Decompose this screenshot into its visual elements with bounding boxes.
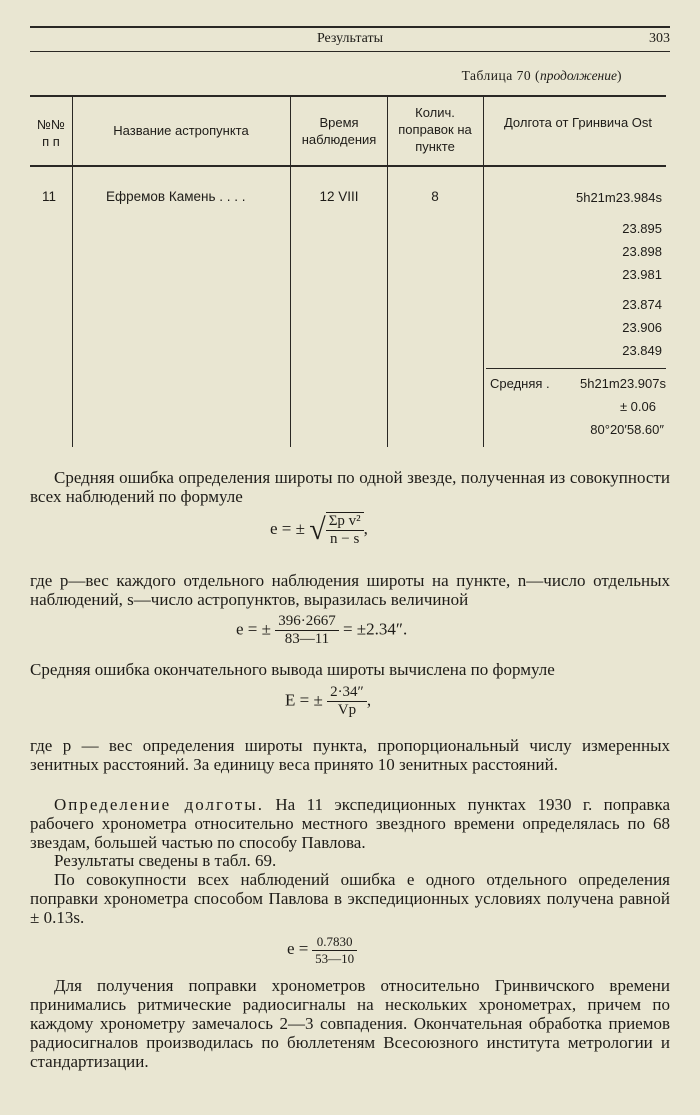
formula-2-lhs: e = ± <box>236 619 271 639</box>
row-name: Ефремов Камень . . . . <box>106 189 246 204</box>
col-header-longitude: Долгота от Гринвича Ost <box>503 115 653 130</box>
formula-1-den: n − s <box>330 531 360 547</box>
col-header-time: Время наблюдения <box>301 115 377 147</box>
formula-3-num: 2·34″ <box>327 684 367 702</box>
running-title: Результаты <box>316 31 384 46</box>
formula-4 <box>287 934 357 967</box>
formula-1: e = ± √ $\frac{\text{Σp v²}}{n - s}$ , <box>270 513 368 547</box>
col-divider-2 <box>290 97 291 447</box>
formula-2-rhs: = ±2.34″. <box>342 619 408 639</box>
col-divider-1 <box>72 97 73 447</box>
paragraph-5: Определение долготы. На 11 экспедиционных пунктах 1930 г. поправка рабочего хронометра относительно местного звездного времени определялась по 68 звездам, большей частью по способу Павлова. <box>30 795 670 852</box>
formula-2 <box>236 613 407 648</box>
row-corrections: 8 <box>431 189 439 204</box>
col-header-name: Название астропункта <box>113 123 249 138</box>
page-number: 303 <box>649 31 670 46</box>
formula-1-num: Σp v² <box>326 513 364 531</box>
section-heading-longitude: Определение долготы. <box>54 795 264 814</box>
table-caption: Таблица 70 (продолжение) <box>461 68 622 83</box>
table-top-rule <box>30 95 666 97</box>
table-header-rule <box>30 165 666 167</box>
mean-label: Средняя . <box>490 376 550 391</box>
longitude-value: 23.874 <box>622 297 662 312</box>
header-bottom-rule <box>30 51 670 52</box>
col-header-index: №№ п п <box>37 117 65 149</box>
formula-4-lhs: e = <box>287 938 309 958</box>
formula-3 <box>285 684 371 719</box>
paragraph-4: где p — вес определения широты пункта, пропорциональный числу измеренных зенитных расстояний. За единицу веса принято 10 зенитных расстояний. <box>30 736 670 774</box>
row-time: 12 VIII <box>319 189 359 204</box>
formula-2-num: 396·2667 <box>275 613 339 631</box>
col-header-corrections: Колич. поправок на пункте <box>398 105 472 154</box>
formula-3-tail: , <box>366 690 372 710</box>
longitude-value: 23.981 <box>622 267 662 282</box>
col-divider-3 <box>387 97 388 447</box>
mean-error: ± 0.06 <box>619 399 656 414</box>
paragraph-6: Результаты сведены в табл. 69. <box>54 851 277 870</box>
paragraph-7: По совокупности всех наблюдений ошибка e одного отдельного определения поправки хронометра способом Павлова в экспедиционных условиях получена равной ± 0.13s. <box>30 870 670 927</box>
header-top-rule <box>30 26 670 28</box>
longitude-value: 23.906 <box>622 320 662 335</box>
mean-value: 5h21m23.907s <box>579 376 666 391</box>
formula-1-tail: , <box>363 518 368 538</box>
formula-2-den: 83—11 <box>284 631 330 647</box>
formula-3-lhs: E = ± <box>285 690 323 710</box>
longitude-value: 23.849 <box>622 343 662 358</box>
formula-4-den: 53—10 <box>315 951 355 966</box>
longitude-value: 23.895 <box>622 221 662 236</box>
row-index: 11 <box>41 189 56 204</box>
longitude-value: 23.898 <box>622 244 662 259</box>
longitude-first: 5h21m23.984s <box>575 190 662 205</box>
formula-3-den: Vp <box>337 702 357 718</box>
mean-degrees: 80°20′58.60″ <box>590 422 664 437</box>
paragraph-3: Средняя ошибка окончательного вывода широты вычислена по формуле <box>30 660 555 679</box>
paragraph-8: Для получения поправки хронометров относительно Гринвичского времени принимались ритмические радиосигналы на нескольких хронометрах, причем по каждому хронометру замечалось 2—3 совпадения. Окончательная обработка приемов радиосигналов производилась по бюллетеням Всесоюзного института метрологии и стандартизации. <box>30 976 670 1071</box>
mean-rule <box>486 368 666 369</box>
paragraph-1: Средняя ошибка определения широты по одной звезде, полученная из совокупности всех наблюдений по формуле <box>30 468 670 506</box>
col-divider-4 <box>483 97 484 447</box>
formula-4-num: 0.7830 <box>312 934 357 951</box>
paragraph-2: где p—вес каждого отдельного наблюдения широты на пункте, n—число отдельных наблюдений, s—число астропунктов, выразилась величиной <box>30 571 670 609</box>
formula-1-lhs: e = ± <box>270 518 305 538</box>
